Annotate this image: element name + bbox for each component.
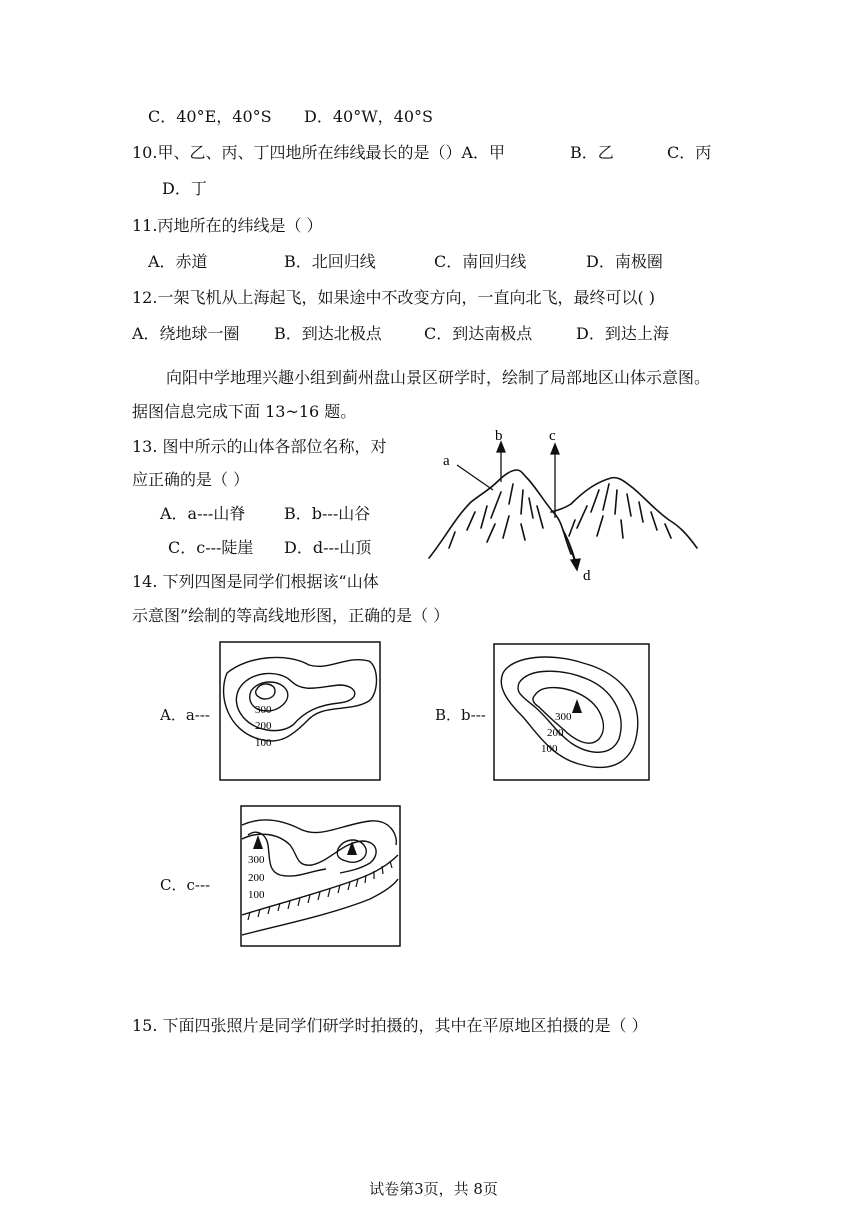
mountain-label-b: b [495,428,503,444]
q12-option-d: D．到达上海 [576,324,669,343]
q13-option-a: A．a---山脊 [160,504,246,523]
q11-option-a: A．赤道 [148,252,208,271]
map-a-contour-200: 200 [255,720,272,732]
q12-option-a: A．绕地球一圈 [132,324,240,343]
map-a-label: A．a--- [160,706,210,724]
map-a-contour-300: 300 [255,704,272,716]
q13-stem-line-1: 13. 图中所示的山体各部位名称，对 [132,437,387,456]
q12-option-b: B．到达北极点 [274,324,382,343]
q10-stem: 10.甲、乙、丙、丁四地所在纬线最长的是（）A．甲 [132,143,506,162]
intro-line-1: 向阳中学地理兴趣小组到蓟州盘山景区研学时，绘制了局部地区山体示意图。 [166,368,711,387]
mountain-label-c: c [549,428,556,444]
q11-option-b: B．北回归线 [284,252,376,271]
q13-stem-line-2: 应正确的是（ ） [132,470,250,489]
q12-option-c: C．到达南极点 [424,324,533,343]
map-c-contour-100: 100 [248,889,265,901]
q15-stem: 15. 下面四张照片是同学们研学时拍摄的，其中在平原地区拍摄的是（ ） [132,1016,648,1035]
q13-option-c: C．c---陡崖 [168,538,254,557]
map-b-contour-200: 200 [547,727,564,739]
q9-option-c: C．40°E，40°S [148,107,272,126]
q14-stem-line-2: 示意图”绘制的等高线地形图，正确的是（ ） [132,606,450,625]
q12-stem: 12.一架飞机从上海起飞，如果途中不改变方向，一直向北飞，最终可以( ) [132,288,656,307]
mountain-label-a: a [443,453,450,469]
mountain-sketch [425,420,710,590]
page-footer: 试卷第3页，共 8页 [369,1180,498,1198]
q11-option-c: C．南回归线 [434,252,527,271]
contour-map-c [240,805,401,947]
map-c-contour-300: 300 [248,854,265,866]
q10-option-d: D．丁 [162,179,207,198]
map-a-contour-100: 100 [255,737,272,749]
mountain-label-d: d [583,568,591,584]
q9-option-d: D．40°W，40°S [304,107,433,126]
map-b-contour-100: 100 [541,743,558,755]
map-c-contour-200: 200 [248,872,265,884]
q11-option-d: D．南极圈 [586,252,663,271]
q13-option-d: D．d---山顶 [284,538,372,557]
map-b-contour-300: 300 [555,711,572,723]
q10-option-b: B．乙 [570,143,614,162]
contour-map-b [493,643,650,781]
q13-option-b: B．b---山谷 [284,504,371,523]
q14-stem-line-1: 14. 下列四图是同学们根据该“山体 [132,572,379,591]
q10-option-c: C．丙 [667,143,712,162]
q11-stem: 11.丙地所在的纬线是（ ） [132,216,323,235]
intro-line-2: 据图信息完成下面 13~16 题。 [132,402,357,421]
map-c-label: C．c--- [160,876,211,894]
map-b-label: B．b--- [435,706,486,724]
contour-map-a [219,641,381,781]
